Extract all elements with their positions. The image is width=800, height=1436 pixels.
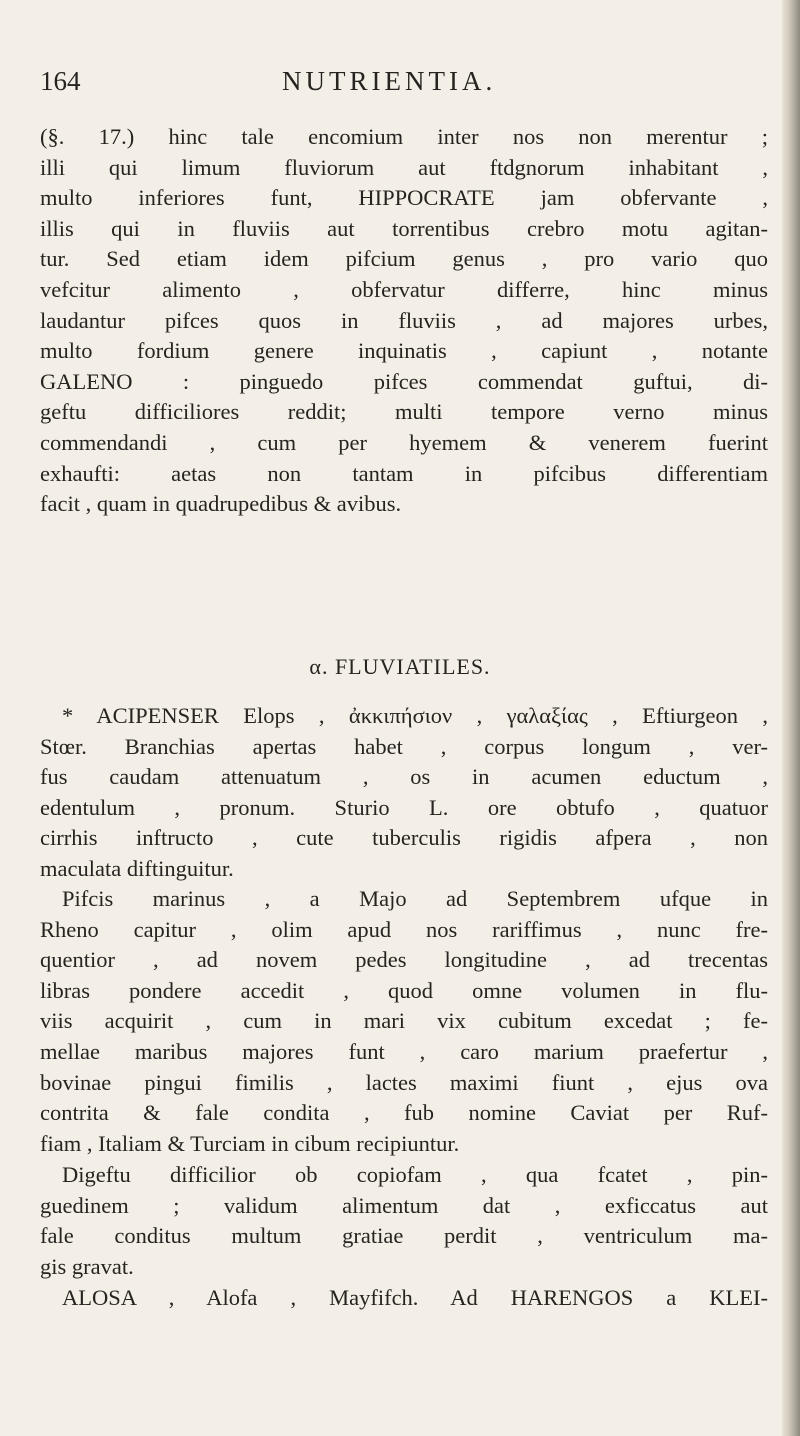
text-line: ALOSA , Alofa , Mayfifch. Ad HARENGOS a KLEI- (62, 1285, 768, 1310)
text-line: edentulum , pronum. Sturio L. ore obtufo , quatuor (40, 794, 768, 820)
text-line: exhaufti: aetas non tantam in pifcibus differentiam (40, 460, 768, 486)
text-line: facit , quam in quadrupedibus & avibus. (40, 491, 402, 517)
text-line: laudantur pifces quos in fluviis , ad majores urbes, (40, 307, 768, 333)
text-line: commendandi , cum per hyemem & venerem fuerint (40, 429, 768, 455)
text-line: Digeftu difficilior ob copiofam , qua fcatet , pin- (62, 1162, 768, 1187)
section-heading: α. FLUVIATILES. (309, 654, 491, 679)
text-line: guedinem ; validum alimentum dat , exficcatus aut (40, 1192, 768, 1218)
page-edge-shadow (782, 0, 800, 1436)
text-line: multo fordium genere inquinatis , capiunt , notante (40, 338, 768, 364)
text-line: gis gravat. (40, 1253, 134, 1279)
text-line: illi qui limum fluviorum aut ftdgnorum inhabitant , (40, 154, 768, 180)
text-line: fus caudam attenuatum , os in acumen eductum , (40, 764, 768, 790)
paragraph-digestu (40, 1160, 768, 1282)
text-line: GALENO : pinguedo pifces commendat guftui, di- (40, 368, 768, 394)
text-line: vefcitur alimento , obfervatur differre, hinc minus (40, 276, 768, 302)
text-line: mellae maribus majores funt , caro marium praefertur , (40, 1038, 768, 1064)
page-header (40, 66, 760, 106)
text-line: Pifcis marinus , a Majo ad Septembrem ufque in (62, 886, 768, 911)
text-line: Rheno capitur , olim apud nos rariffimus , nunc fre- (40, 916, 768, 942)
text-line: libras pondere accedit , quod omne volumen in flu- (40, 977, 768, 1003)
paragraph-piscis-marinus (40, 884, 768, 1159)
text-line: viis acquirit , cum in mari vix cubitum excedat ; fe- (40, 1008, 768, 1034)
text-line: fiam , Italiam & Turciam in cibum recipiuntur. (40, 1130, 460, 1156)
text-line: * ACIPENSER Elops , ἀκκιπήσιον , γαλαξίας , Eftiurgeon , (62, 703, 768, 728)
text-line: cirrhis inftructo , cute tuberculis rigidis afpera , non (40, 825, 768, 851)
text-line: illis qui in fluviis aut torrentibus crebro motu agitan- (40, 215, 768, 241)
text-line: Stœr. Branchias apertas habet , corpus longum , ver- (40, 733, 768, 759)
text-line: contrita & fale condita , fub nomine Caviat per Ruf- (40, 1100, 768, 1126)
text-line: bovinae pingui fimilis , lactes maximi fiunt , ejus ova (40, 1069, 768, 1095)
page-number: 164 (40, 66, 81, 96)
paragraph-alosa (40, 1283, 768, 1314)
text-line: quentior , ad novem pedes longitudine , ad trecentas (40, 947, 768, 973)
text-line: maculata diftinguitur. (40, 855, 234, 881)
text-line: multo inferiores funt, HIPPOCRATE jam obfervante , (40, 185, 768, 211)
text-line: fale conditus multum gratiae perdit , ventriculum ma- (40, 1223, 768, 1249)
paragraph-acipenser (40, 701, 768, 885)
running-title: NUTRIENTIA. (282, 66, 497, 96)
text-line: (§. 17.) hinc tale encomium inter nos non merentur ; (40, 124, 768, 149)
text-line: geftu difficiliores reddit; multi tempore verno minus (40, 399, 768, 425)
paragraph-hippocrates (40, 122, 768, 520)
text-line: tur. Sed etiam idem pifcium genus , pro vario quo (40, 246, 768, 272)
